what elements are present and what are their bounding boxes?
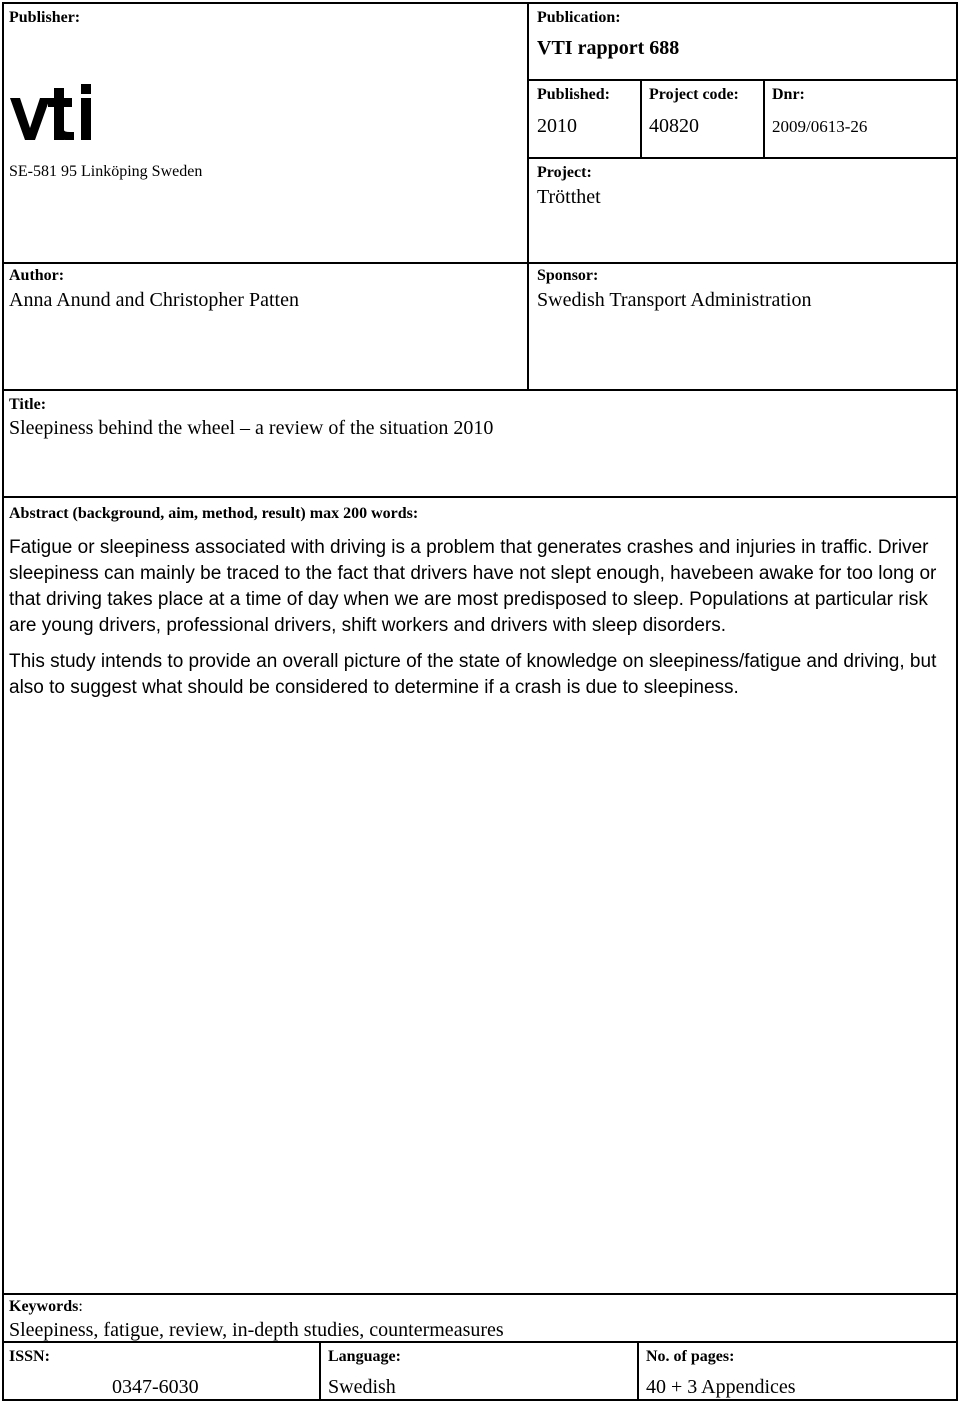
keywords-label [9, 1299, 83, 1315]
frame-left [2, 2, 4, 1401]
keywords-label-colon: : [78, 1298, 83, 1315]
divider-published [640, 79, 642, 159]
abstract-label: Abstract (background, aim, method, result) max 200 words: [9, 505, 419, 522]
author-value: Anna Anund and Christopher Patten [9, 289, 299, 311]
language-value: Swedish [328, 1376, 396, 1398]
publication-label: Publication: [537, 9, 621, 26]
sponsor-label: Sponsor: [537, 267, 599, 284]
dnr-value: 2009/0613-26 [772, 117, 868, 136]
publisher-address: SE-581 95 Linköping Sweden [9, 163, 203, 180]
divider-publication [527, 79, 958, 81]
divider-top-vertical [527, 2, 529, 391]
divider-keywords [2, 1293, 958, 1295]
divider-abstract [2, 496, 958, 498]
vti-logo [10, 84, 94, 145]
title-label: Title: [9, 396, 47, 413]
divider-author [2, 262, 958, 264]
project-code-label: Project code: [649, 86, 739, 103]
project-code-value: 40820 [649, 115, 699, 137]
title-value: Sleepiness behind the wheel – a review of the situation 2010 [9, 417, 494, 439]
divider-project [527, 157, 958, 159]
dnr-label: Dnr: [772, 86, 805, 103]
pages-label: No. of pages: [646, 1348, 735, 1365]
project-value: Trötthet [537, 186, 601, 208]
issn-value: 0347-6030 [112, 1376, 199, 1398]
published-value: 2010 [537, 115, 577, 137]
published-label: Published: [537, 86, 610, 103]
language-label: Language: [328, 1348, 401, 1365]
divider-issn-language [319, 1341, 321, 1401]
publisher-label: Publisher: [9, 9, 81, 26]
frame-right [956, 2, 958, 1401]
divider-projectcode [763, 79, 765, 159]
sponsor-value: Swedish Transport Administration [537, 289, 812, 311]
frame-bottom [2, 1399, 958, 1401]
pages-value: 40 + 3 Appendices [646, 1376, 796, 1398]
vti-logo-icon [10, 84, 94, 140]
project-label: Project: [537, 164, 592, 181]
keywords-label-text: Keywords [9, 1298, 79, 1315]
publication-value: VTI rapport 688 [537, 37, 680, 59]
divider-language-pages [637, 1341, 639, 1401]
frame-top [2, 2, 958, 4]
author-label: Author: [9, 267, 65, 284]
divider-title [2, 389, 958, 391]
divider-issn [2, 1341, 958, 1343]
abstract-paragraph-1: Fatigue or sleepiness associated with driving is a problem that generates crashes and injuries in traffic. Driver sleepiness can mainly be traced to the fact that drivers have not slept enough, havebeen awake for too long or that driving takes place at a time of day when we are most predisposed to sleep. Populations at particular risk are young drivers, professional drivers, shift workers and drivers with sleep disorders. [9, 537, 937, 636]
issn-label: ISSN: [9, 1348, 50, 1365]
keywords-value: Sleepiness, fatigue, review, in-depth studies, countermeasures [9, 1319, 504, 1341]
abstract-paragraph-2: This study intends to provide an overall picture of the state of knowledge on sleepiness/fatigue and driving, but also to suggest what should be considered to determine if a crash is due to sleepiness. [9, 651, 937, 698]
